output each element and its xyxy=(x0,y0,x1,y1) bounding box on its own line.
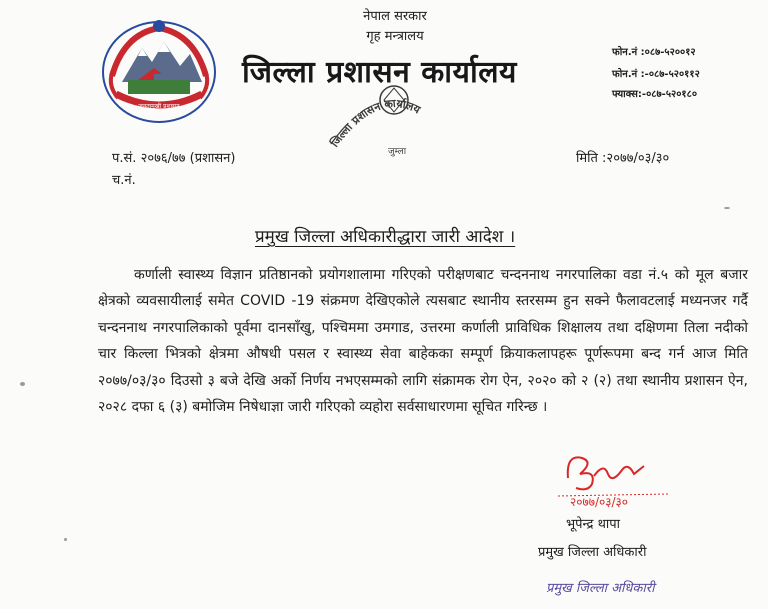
designation-stamp: प्रमुख जिल्ला अधिकारी xyxy=(546,581,655,596)
signer-designation: प्रमुख जिल्ला अधिकारी xyxy=(538,545,647,560)
svg-text:जिल्ला प्रशासन कार्यालय xyxy=(327,96,423,150)
signature-date: २०७७/०३/३० xyxy=(570,495,629,509)
seal-text: जिल्ला प्रशासन कार्यालय xyxy=(328,96,423,150)
document-date: मिति :२०७७/०३/३० xyxy=(576,151,670,166)
nepal-emblem-icon xyxy=(94,14,224,126)
paper-speck xyxy=(64,538,67,541)
emblem-caption: जनतामुखी प्रशासन xyxy=(138,103,180,110)
reference-number: प.सं. २०७६/७७ (प्रशासन) xyxy=(112,151,236,166)
notice-body: कर्णाली स्वास्थ्य विज्ञान प्रतिष्ठानको प्रयोगशालामा गरिएको परीक्षणबाट चन्दननाथ नगरपालिका वडा नं.५ को मूल बजार क्षेत्रको व्यवसायीलाई समेत COVID -19 संक्रमण देखिएकोले त्यसबाट स्थानीय स्तरसम्म हुन सक्ने फैलावटलाई मध्यनजर गर्दै चन्दननाथ नगरपालिकाको पूर्वमा दानसाँखु, पश्चिममा उमगाड, उत्तरमा कर्णाली प्राविधिक शिक्षालय तथा दक्षिणमा तिला नदीको चार किल्ला भित्रको क्षेत्रमा औषधी पसल र स्वास्थ्य सेवा बाहेकका सम्पूर्ण क्रियाकलापहरू पूर्णरूपमा बन्द गर्न आज मिति २०७७/०३/३० दिउसो ३ बजे देखि अर्को निर्णय नभएसम्मको लागि संक्रामक रोग ऐन, २०२० को २ (२) तथा स्थानीय प्रशासन ऐन, २०२८ दफा ६ (३) बमोजिम निषेधाज्ञा जारी गरिएको व्यहोरा सर्वसाधारणमा सूचित गरिन्छ । xyxy=(98,267,748,416)
seal-place: जुम्ला xyxy=(388,147,407,157)
notice-title: प्रमुख जिल्ला अधिकारीद्धारा जारी आदेश । xyxy=(255,227,516,247)
handwritten-signature xyxy=(548,448,678,518)
ministry-name: गृह मन्त्रालय xyxy=(366,29,424,44)
dispatch-number: च.नं. xyxy=(112,173,136,188)
phone-number-2: फोन.नं :-०८७-५२०११२ xyxy=(612,69,700,80)
office-seal-stamp xyxy=(326,78,446,158)
phone-number-1: फोन.नं :०८७-५२००१२ xyxy=(612,47,696,58)
fax-number: फ्याक्स:-०८७-५२०१८० xyxy=(612,89,698,100)
paper-speck xyxy=(20,382,25,386)
office-title: जिल्ला प्रशासन कार्यालय xyxy=(242,55,517,90)
signer-name: भूपेन्द्र थापा xyxy=(566,517,621,532)
paper-speck xyxy=(724,207,730,209)
government-name: नेपाल सरकार xyxy=(363,9,427,24)
